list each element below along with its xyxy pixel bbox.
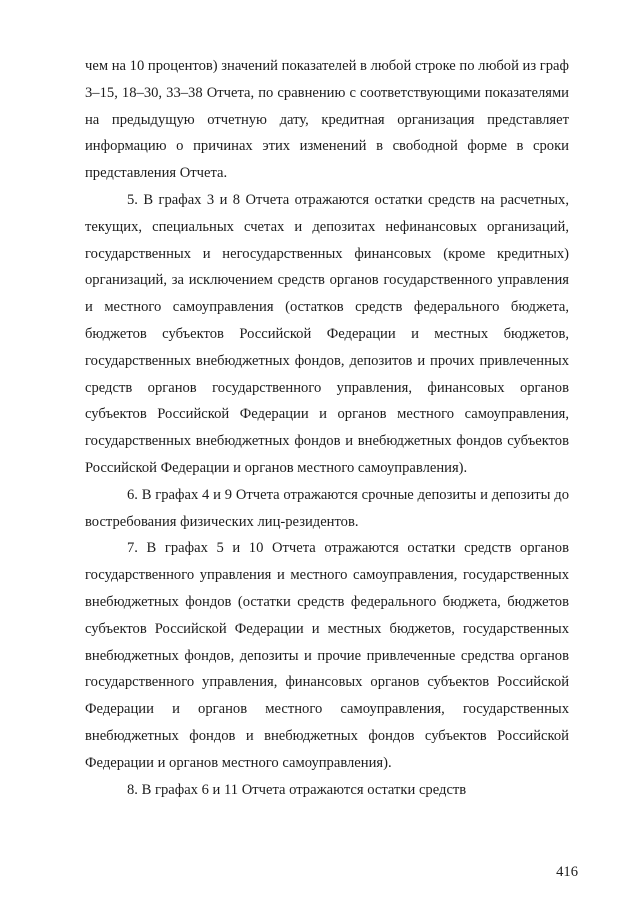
paragraph-item-8: 8. В графах 6 и 11 Отчета отражаются остатки средств	[127, 781, 467, 798]
body-text	[85, 53, 569, 803]
paragraph-item-5: 5. В графах 3 и 8 Отчета отражаются остатки средств на расчетных, текущих, специальных счетах и депозитах нефинансовых организаций, государственных и негосударственных финансовых (кроме кредитных) организаций, за исключением средств органов государственного управления и местного самоуправления (остатков средств федерального бюджета, бюджетов субъектов Российской Федерации и местных бюджетов, государственных внебюджетных фондов, депозитов и прочих привлеченных средств органов государственного управления, финансовых органов субъектов Российской Федерации и органов местного самоуправления, государственных внебюджетных фондов и внебюджетных фондов субъектов Российской Федерации и органов местного самоуправления).	[85, 191, 569, 476]
paragraph-continuation: чем на 10 процентов) значений показателей в любой строке по любой из граф 3–15, 18–30, 33–38 Отчета, по сравнению с соответствующими показателями на предыдущую отчетную дату, кредитная организация представляет информацию о причинах этих изменений в свободной форме в сроки представления Отчета.	[85, 58, 569, 182]
paragraph-item-7: 7. В графах 5 и 10 Отчета отражаются остатки средств органов государственного управления и местного самоуправления, государственных внебюджетных фондов (остатки средств федерального бюджета, бюджетов субъектов Российской Федерации и местных бюджетов, государственных внебюджетных фондов, депозиты и прочие привлеченные средства органов государственного управления, финансовых органов субъектов Российской Федерации и органов местного самоуправления, государственных внебюджетных фондов и внебюджетных фондов субъектов Российской Федерации и органов местного самоуправления).	[85, 540, 569, 771]
paragraph-item-6: 6. В графах 4 и 9 Отчета отражаются срочные депозиты и депозиты до востребования физических лиц-резидентов.	[85, 486, 569, 530]
page-number: 416	[556, 864, 578, 880]
